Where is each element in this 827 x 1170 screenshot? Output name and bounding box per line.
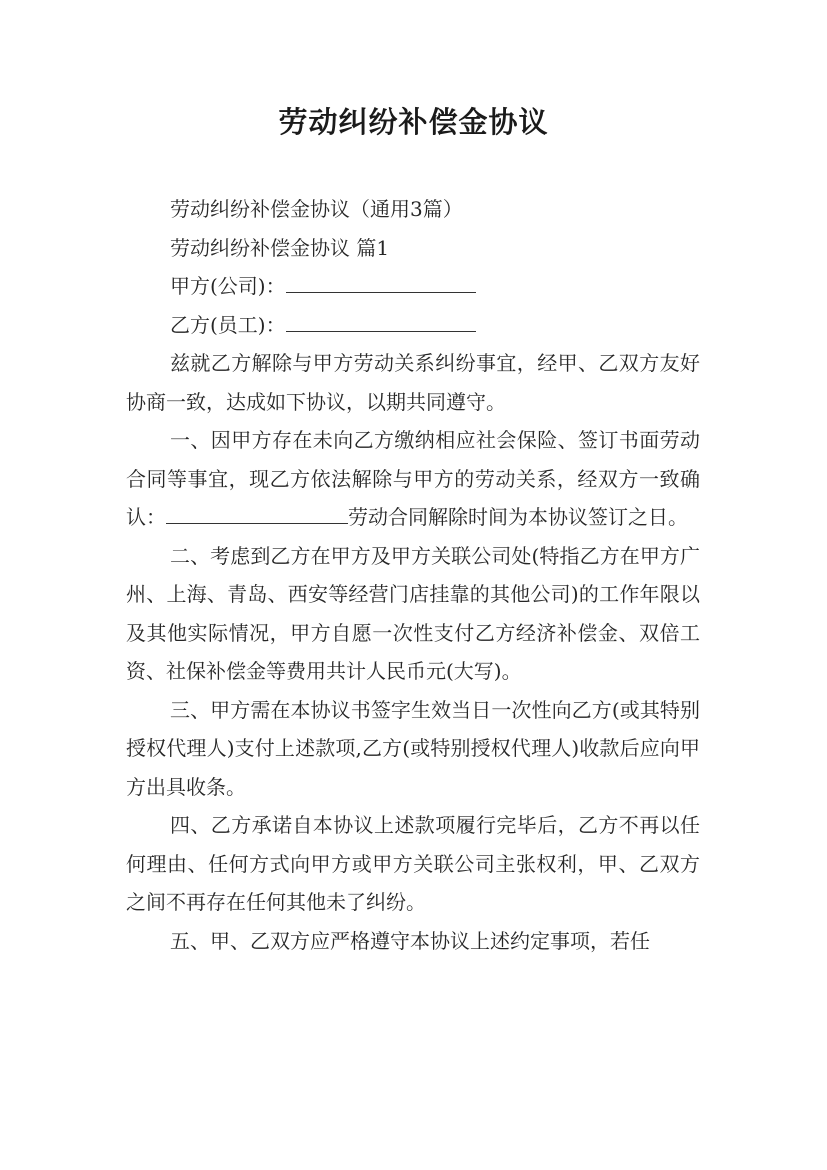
- party-a-blank: [286, 274, 476, 293]
- intro-paragraph: 兹就乙方解除与甲方劳动关系纠纷事宜，经甲、乙双方友好协商一致，达成如下协议，以期共同遵守。: [126, 351, 700, 414]
- clause-1-paragraph: [126, 421, 700, 537]
- termination-confirmation-blank: [166, 505, 348, 524]
- document-title: 劳动纠纷补偿金协议: [278, 105, 549, 139]
- section-heading: 劳动纠纷补偿金协议 篇1: [170, 235, 390, 260]
- party-a-line: [126, 267, 700, 306]
- clause-4-paragraph: 四、乙方承诺自本协议上述款项履行完毕后，乙方不再以任何理由、任何方式向甲方或甲方关联公司主张权利，甲、乙双方之间不再存在任何其他未了纠纷。: [126, 813, 700, 914]
- party-b-line: [126, 306, 700, 345]
- party-a-label: 甲方(公司)：: [170, 274, 286, 298]
- document-body: [126, 190, 700, 960]
- document-subtitle: 劳动纠纷补偿金协议（通用3篇）: [170, 197, 463, 221]
- clause-3-paragraph: 三、甲方需在本协议书签字生效当日一次性向乙方(或其特别授权代理人)支付上述款项,乙方(或特别授权代理人)收款后应向甲方出具收条。: [126, 697, 700, 799]
- clause-1-text-after: 劳动合同解除时间为本协议签订之日。: [348, 505, 688, 529]
- clause-5-paragraph: 五、甲、乙双方应严格遵守本协议上述约定事项，若任: [170, 928, 650, 953]
- party-b-label: 乙方(员工)：: [170, 312, 286, 337]
- clause-1-text-before: 一、因甲方存在未向乙方缴纳相应社会保险、签订书面劳动合同等事宜，现乙方依法解除与甲方的劳动关系，经双方一致确认：: [126, 428, 700, 529]
- clause-2-paragraph: 二、考虑到乙方在甲方及甲方关联公司处(特指乙方在甲方广州、上海、青岛、西安等经营门店挂靠的其他公司)的工作年限以及其他实际情况，甲方自愿一次性支付乙方经济补偿金、双倍工资、社保补偿金等费用共计人民币元(大写)。: [126, 543, 700, 683]
- party-b-blank: [286, 313, 476, 332]
